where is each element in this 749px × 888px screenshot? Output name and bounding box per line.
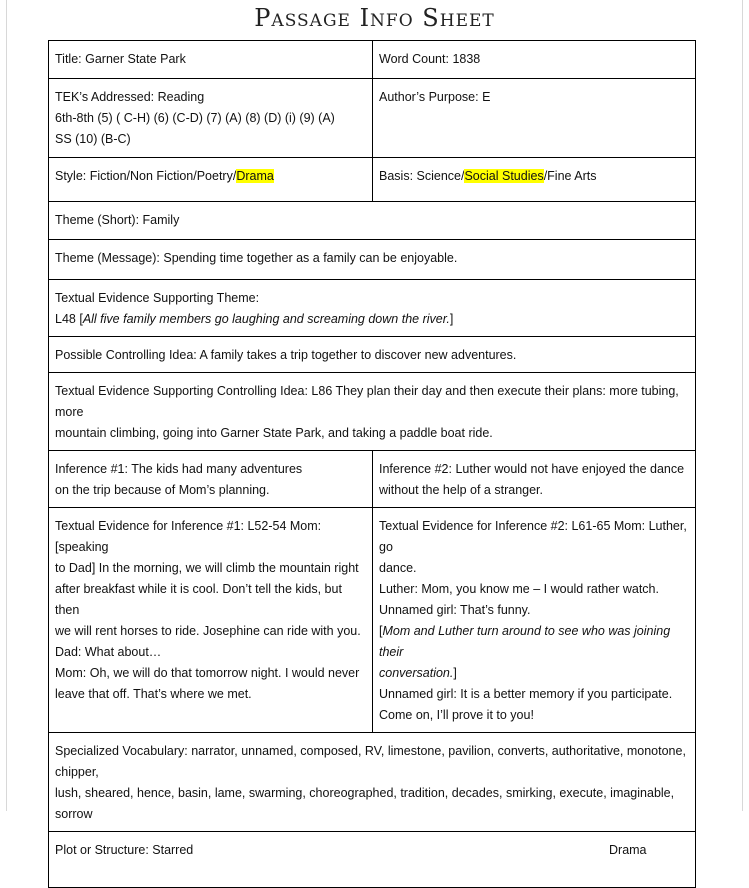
- vocabulary-cell: [49, 733, 696, 832]
- evidence2-stage-line: [Mom and Luther turn around to see who was joining their: [379, 624, 671, 659]
- controlling-idea-cell: [49, 337, 696, 373]
- evidence2-line: Unnamed girl: That’s funny.: [379, 603, 531, 617]
- evidence2-line: Luther: Mom, you know me – I would rather watch.: [379, 582, 659, 596]
- evidence-controlling-cell: [49, 373, 696, 451]
- teks-line: TEK’s Addressed: Reading: [55, 90, 205, 104]
- info-table: [48, 40, 696, 888]
- evidence1-line: to Dad] In the morning, we will climb the mountain right: [55, 561, 359, 575]
- plot-structure-cell: [49, 832, 696, 888]
- teks-line: 6th-8th (5) ( C-H) (6) (C-D) (7) (A) (8) (D) (i) (9) (A): [55, 111, 335, 125]
- evidence-theme-label: Textual Evidence Supporting Theme:: [55, 291, 260, 305]
- title-cell: [49, 41, 373, 79]
- controlling-idea: Possible Controlling Idea: A family takes a trip together to discover new adventures.: [55, 348, 517, 362]
- evidence-theme-suffix: ]: [449, 312, 454, 326]
- inference2-line: without the help of a stranger.: [379, 483, 543, 497]
- evidence-controlling-line: Textual Evidence Supporting Controlling Idea: L86 They plan their day and then execute their plans: more tubing, more: [55, 384, 679, 419]
- evidence1-cell: [49, 508, 373, 733]
- evidence-controlling-line: mountain climbing, going into Garner State Park, and taking a paddle boat ride.: [55, 426, 493, 440]
- word-count-cell: [373, 41, 696, 79]
- evidence1-line: Mom: Oh, we will do that tomorrow night. I would never: [55, 666, 360, 680]
- title-label: Title:: [55, 52, 82, 66]
- page-edge-left: [6, 0, 7, 811]
- word-count-label: Word Count:: [379, 52, 449, 66]
- inference2-cell: [373, 451, 696, 508]
- teks-line: SS (10) (B-C): [55, 132, 131, 146]
- style-cell: [49, 158, 373, 202]
- authors-purpose-cell: [373, 79, 696, 158]
- title-value: Garner State Park: [85, 52, 186, 66]
- evidence2-stage-direction: conversation.: [379, 666, 454, 680]
- evidence1-line: after breakfast while it is cool. Don’t tell the kids, but then: [55, 582, 342, 617]
- style-prefix: Style: Fiction/Non Fiction/Poetry/: [55, 169, 237, 183]
- inference2-line: Inference #2: Luther would not have enjoyed the dance: [379, 462, 685, 476]
- theme-message: Theme (Message): Spending time together as a family can be enjoyable.: [55, 251, 458, 265]
- evidence1-line: we will rent horses to ride. Josephine can ride with you.: [55, 624, 361, 638]
- theme-message-cell: [49, 240, 696, 280]
- authors-purpose: Author’s Purpose: E: [379, 90, 491, 104]
- plot-structure-label: Plot or Structure: Starred: [55, 843, 194, 857]
- evidence-theme-prefix: L48 [: [55, 312, 83, 326]
- evidence-theme-cell: [49, 280, 696, 337]
- vocabulary-line: Specialized Vocabulary: narrator, unnamed, composed, RV, limestone, pavilion, converts, authoritative, monotone, chipper,: [55, 744, 686, 779]
- vocabulary-line: lush, sheared, hence, basin, lame, swarming, choreographed, tradition, decades, smirking, execute, imaginable, sorrow: [55, 786, 675, 821]
- basis-highlight: Social Studies: [464, 169, 544, 183]
- basis-cell: [373, 158, 696, 202]
- evidence2-line: dance.: [379, 561, 417, 575]
- evidence2-stage-direction: Mom and Luther turn around to see who was joining their: [379, 624, 671, 659]
- evidence2-cell: [373, 508, 696, 733]
- word-count-value: 1838: [452, 52, 481, 66]
- inference1-cell: [49, 451, 373, 508]
- inference1-line: Inference #1: The kids had many adventures: [55, 462, 303, 476]
- evidence2-line: Unnamed girl: It is a better memory if you participate.: [379, 687, 673, 701]
- basis-prefix: Basis: Science/: [379, 169, 465, 183]
- basis-suffix: /Fine Arts: [543, 169, 597, 183]
- evidence-theme-quote: All five family members go laughing and screaming down the river.: [82, 312, 450, 326]
- evidence1-line: Dad: What about…: [55, 645, 162, 659]
- evidence2-stage-line: conversation.]: [379, 666, 457, 680]
- theme-short-cell: [49, 202, 696, 240]
- page-edge-right: [742, 0, 743, 811]
- evidence2-line: Textual Evidence for Inference #2: L61-65 Mom: Luther, go: [379, 519, 687, 554]
- evidence2-line: Come on, I’ll prove it to you!: [379, 708, 534, 722]
- evidence1-line: leave that off. That’s where we met.: [55, 687, 252, 701]
- teks-cell: [49, 79, 373, 158]
- evidence1-line: Textual Evidence for Inference #1: L52-54 Mom: [speaking: [55, 519, 322, 554]
- style-highlight: Drama: [236, 169, 274, 183]
- plot-structure-genre: Drama: [609, 843, 647, 857]
- theme-short: Theme (Short): Family: [55, 213, 180, 227]
- page-title: Passage Info Sheet: [254, 4, 495, 32]
- inference1-line: on the trip because of Mom’s planning.: [55, 483, 270, 497]
- evidence-theme-line: [55, 309, 689, 330]
